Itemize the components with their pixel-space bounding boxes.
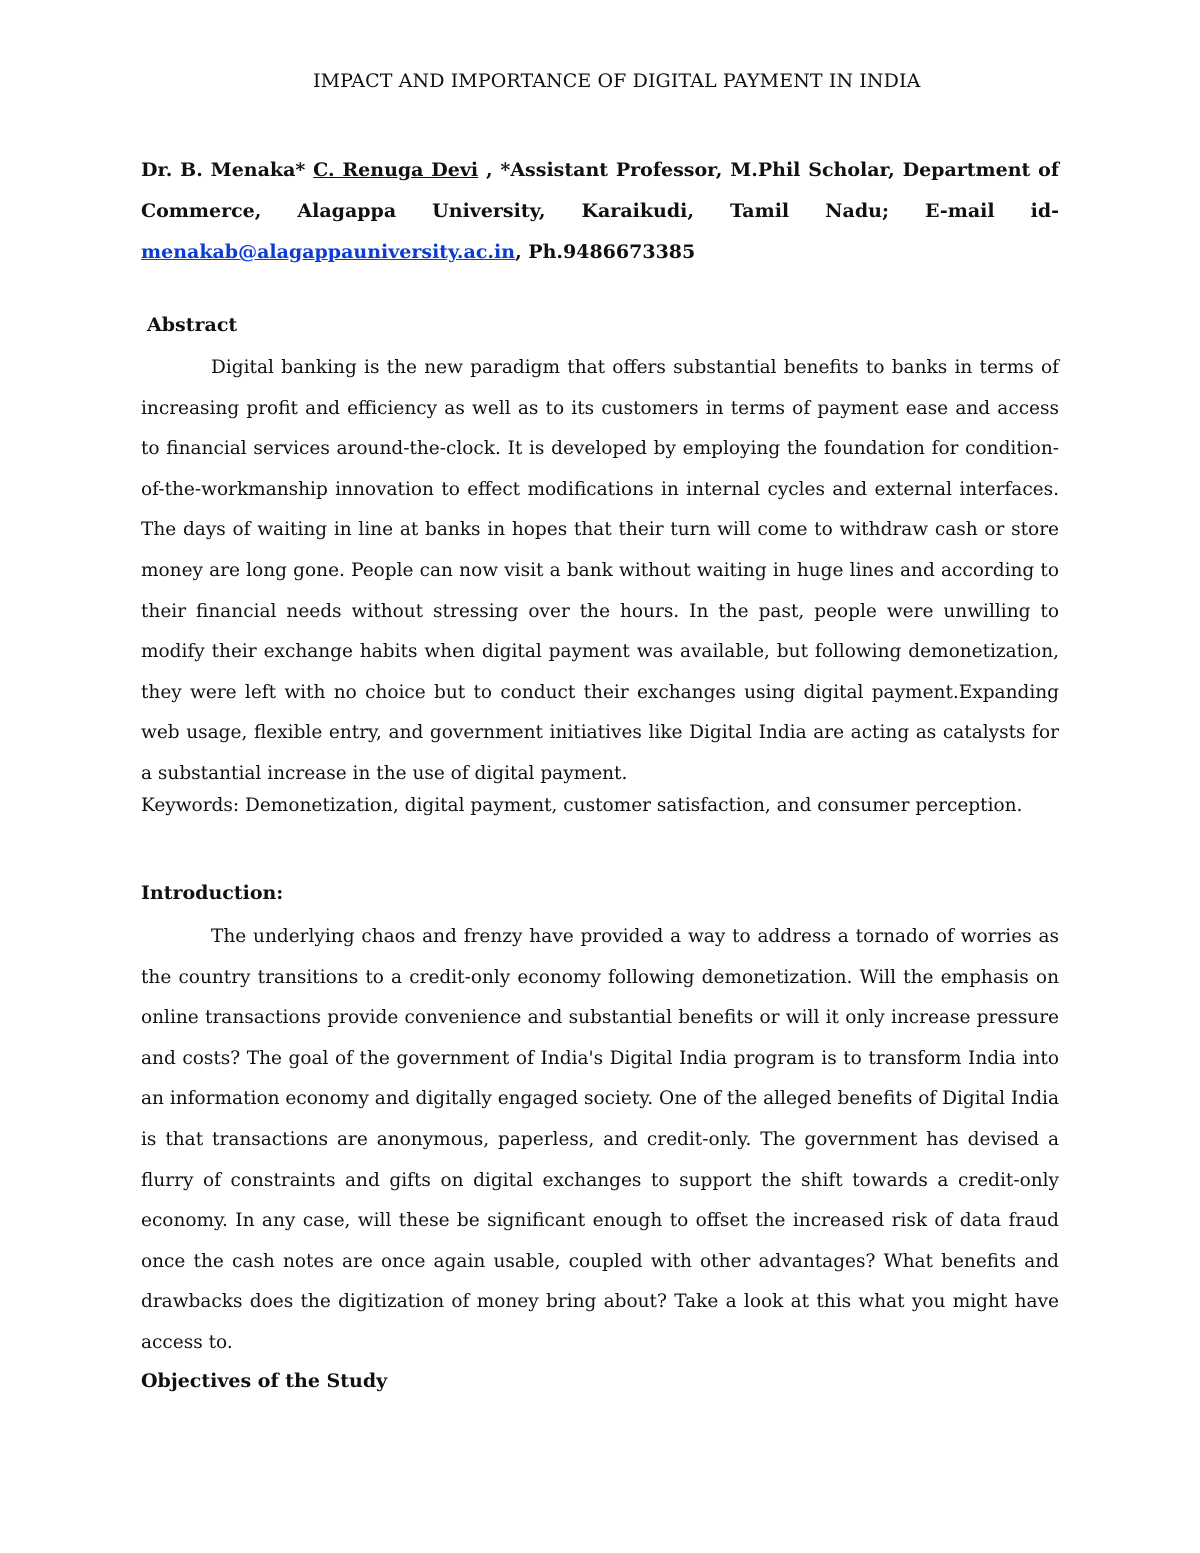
email-link[interactable]: menakab@alagappauniversity.ac.in — [141, 241, 516, 263]
objectives-heading: Objectives of the Study — [141, 1370, 388, 1392]
introduction-heading: Introduction: — [141, 882, 284, 904]
introduction-text: The underlying chaos and frenzy have provided a way to address a tornado of worries as the country transitions to a credit-only economy following demonetization. Will the emphasis on online transactions provide convenience and substantial benefits or will it only increase pressure and costs? The goal of the government of India's Digital India program is to transform India into an information economy and digitally engaged society. One of the alleged benefits of Digital India is that transactions are anonymous, paperless, and credit-only. The government has devised a flurry of constraints and gifts on digital exchanges to support the shift towards a credit-only economy. In any case, will these be significant enough to offset the increased risk of data fraud once the cash notes are once again usable, coupled with other advantages? What benefits and drawbacks does the digitization of money bring about? Take a look at this what you might have access to. — [141, 926, 1059, 1353]
introduction-paragraph — [141, 917, 1059, 1364]
author-block — [141, 150, 1059, 273]
author-1: Dr. B. Menaka* — [141, 159, 306, 181]
abstract-heading: Abstract — [147, 314, 238, 336]
keywords: Keywords: Demonetization, digital payment, customer satisfaction, and consumer perception. — [141, 795, 1023, 816]
paper-title: IMPACT AND IMPORTANCE OF DIGITAL PAYMENT IN INDIA — [313, 70, 921, 92]
abstract-text: Digital banking is the new paradigm that offers substantial benefits to banks in terms of increasing profit and efficiency as well as to its customers in terms of payment ease and access to financial services around-the-clock. It is developed by employing the foundation for condition-of-the-workmanship innovation to effect modifications in internal cycles and external interfaces. The days of waiting in line at banks in hopes that their turn will come to withdraw cash or store money are long gone. People can now visit a bank without waiting in huge lines and according to their financial needs without stressing over the hours. In the past, people were unwilling to modify their exchange habits when digital payment was available, but following demonetization, they were left with no choice but to conduct their exchanges using digital payment.Expanding web usage, flexible entry, and government initiatives like Digital India are acting as catalysts for a substantial increase in the use of digital payment. — [141, 357, 1059, 784]
phone: , Ph.9486673385 — [515, 241, 696, 263]
affiliation: , *Assistant Professor, M.Phil Scholar, Department of Commerce, Alagappa University, Karaikudi, Tamil Nadu; E-mail id- — [141, 159, 1059, 222]
author-2: C. Renuga Devi — [313, 159, 479, 181]
abstract-paragraph — [141, 348, 1059, 795]
